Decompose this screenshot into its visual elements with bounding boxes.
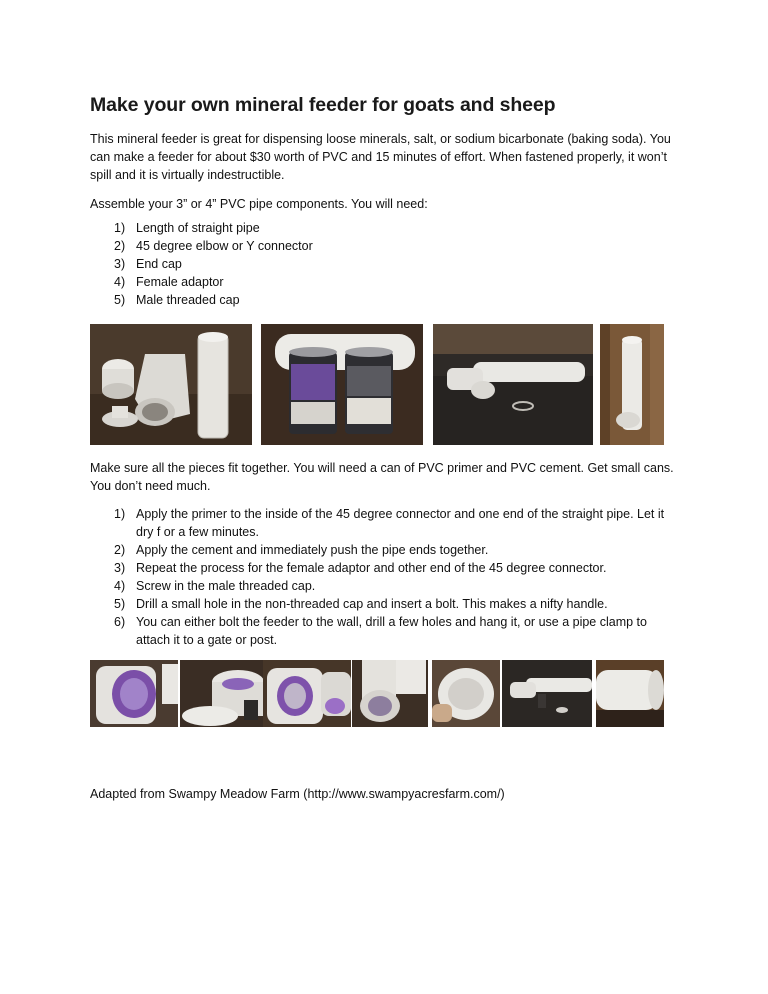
source-credit: Adapted from Swampy Meadow Farm (http://www.swampyacresfarm.com/) (90, 787, 505, 801)
page-title: Make your own mineral feeder for goats and sheep (90, 94, 556, 116)
list-item: 6) You can either bolt the feeder to the wall, drill a few holes and hang it, or use a pipe clamp to attach it to a gate or post. (114, 615, 647, 647)
photo-step-mounted (596, 660, 664, 727)
steps-list (114, 505, 690, 649)
list-item: 3) End cap (114, 257, 182, 271)
list-item: 2) Apply the cement and immediately push the pipe ends together. (114, 543, 489, 557)
photo-step-primer-inside (90, 660, 178, 727)
fit-note: Make sure all the pieces fit together. You will need a can of PVC primer and PVC cement. Get small cans. You don’t need much. (90, 461, 674, 493)
photo-step-cap (432, 660, 500, 727)
instructions-section (90, 459, 690, 649)
photo-step-cement (263, 660, 351, 727)
photo-step-assembled (502, 660, 592, 727)
photo-step-pipe-end (180, 660, 266, 727)
intro-paragraph: This mineral feeder is great for dispensing loose minerals, salt, or sodium bicarbonate (baking soda). You can make a feeder for about $30 worth of PVC and 15 minutes of effort. When fastened properly, it won’t spill and it is virtually indestructible. (90, 132, 671, 182)
list-item: 4) Female adaptor (114, 275, 224, 289)
list-item: 3) Repeat the process for the female adaptor and other end of the 45 degree connector. (114, 561, 607, 575)
photo-assembled-pipe (433, 324, 593, 445)
list-item: 5) Male threaded cap (114, 293, 240, 307)
list-item: 4) Screw in the male threaded cap. (114, 579, 316, 593)
list-item: 2) 45 degree elbow or Y connector (114, 239, 313, 253)
parts-list (114, 219, 690, 309)
list-item: 5) Drill a small hole in the non-threaded cap and insert a bolt. This makes a nifty handle. (114, 597, 608, 611)
photo-mounted-feeder (600, 324, 664, 445)
photo-step-join (352, 660, 428, 727)
photo-pvc-components (90, 324, 252, 445)
assemble-heading: Assemble your 3” or 4” PVC pipe components. You will need: (90, 197, 428, 211)
list-item: 1) Apply the primer to the inside of the 45 degree connector and one end of the straight pipe. Let it dry f or a few minutes. (114, 507, 665, 539)
photo-primer-cement-cans (261, 324, 423, 445)
list-item: 1) Length of straight pipe (114, 221, 260, 235)
document-content (90, 92, 690, 309)
